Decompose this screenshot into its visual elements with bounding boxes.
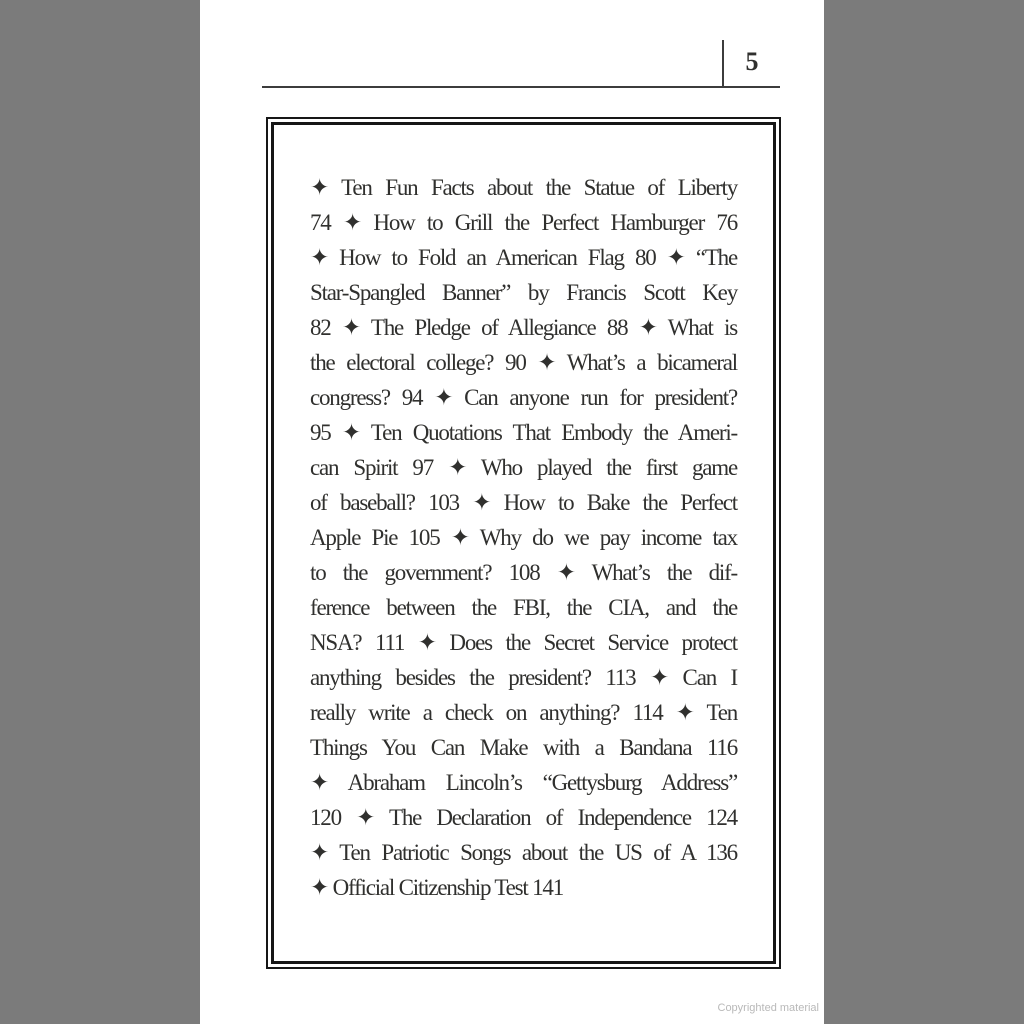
toc-line: of baseball? 103 ✦ How to Bake the Perfect <box>310 490 737 515</box>
toc-line: 82 ✦ The Pledge of Allegiance 88 ✦ What is <box>310 315 737 340</box>
toc-text <box>274 125 773 961</box>
toc-line: ✦ How to Fold an American Flag 80 ✦ “The <box>310 245 737 270</box>
toc-line: ✦ Abraham Lincoln’s “Gettysburg Address” <box>310 770 737 795</box>
toc-line: can Spirit 97 ✦ Who played the first game <box>310 455 737 480</box>
toc-line: really write a check on anything? 114 ✦ Ten <box>310 700 737 725</box>
toc-line: the electoral college? 90 ✦ What’s a bicameral <box>310 350 737 375</box>
toc-line: anything besides the president? 113 ✦ Can I <box>310 665 737 690</box>
toc-border-box <box>266 117 781 969</box>
watermark-copyright: Copyrighted material <box>717 1002 819 1014</box>
toc-line: ference between the FBI, the CIA, and the <box>310 595 737 620</box>
toc-line: 74 ✦ How to Grill the Perfect Hamburger 76 <box>310 210 737 235</box>
header-rule <box>262 86 780 88</box>
toc-inner-border <box>271 122 776 964</box>
book-page <box>200 0 824 1024</box>
toc-line: Things You Can Make with a Bandana 116 <box>310 735 737 760</box>
toc-line: 120 ✦ The Declaration of Independence 124 <box>310 805 737 830</box>
toc-line: to the government? 108 ✦ What’s the dif- <box>310 560 737 585</box>
toc-line: 95 ✦ Ten Quotations That Embody the Ameri- <box>310 420 737 445</box>
toc-line: congress? 94 ✦ Can anyone run for president? <box>310 385 737 410</box>
toc-line: NSA? 111 ✦ Does the Secret Service protect <box>310 630 737 655</box>
toc-line: Star-Spangled Banner” by Francis Scott Key <box>310 280 737 305</box>
header-divider-tick <box>722 40 724 87</box>
toc-line: ✦ Ten Fun Facts about the Statue of Liberty <box>310 175 737 200</box>
toc-line: ✦ Ten Patriotic Songs about the US of A 136 <box>310 840 737 865</box>
page-number: 5 <box>745 47 759 76</box>
toc-line: Apple Pie 105 ✦ Why do we pay income tax <box>310 525 737 550</box>
toc-line: ✦ Official Citizenship Test 141 <box>310 875 564 900</box>
